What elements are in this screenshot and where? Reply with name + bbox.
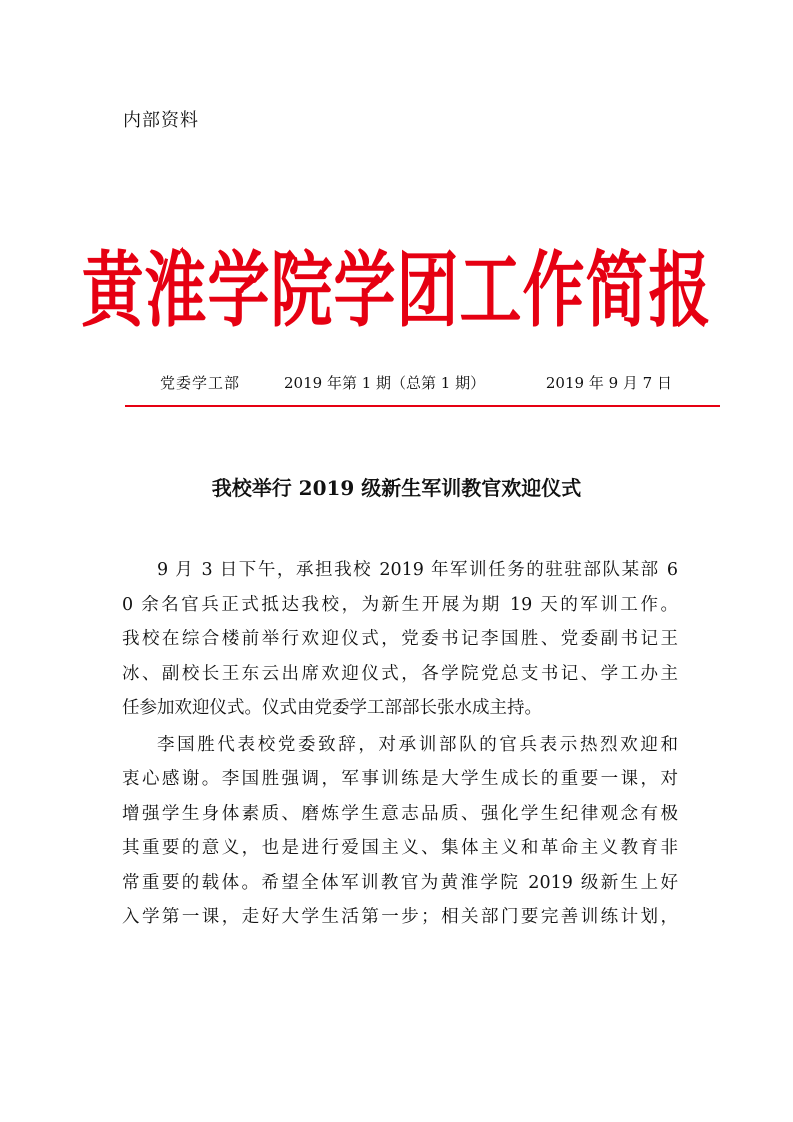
paragraph-line: 9 月 3 日下午，承担我校 2019 年军训任务的驻驻部队某部 6	[157, 560, 678, 580]
article-paragraph	[122, 553, 678, 726]
masthead-divider-rule	[125, 405, 720, 407]
paragraph-line: 衷心感谢。李国胜强调，军事训练是大学生成长的重要一课，对	[122, 769, 678, 789]
masthead-title: 黄淮学院学团工作简报	[81, 241, 712, 339]
issue-date: 2019 年 9 月 7 日	[545, 374, 672, 392]
paragraph-line: 李国胜代表校党委致辞，对承训部队的官兵表示热烈欢迎和	[157, 734, 678, 755]
issue-info-line	[160, 373, 672, 393]
paragraph-line: 任参加欢迎仪式。仪式由党委学工部部长张水成主持。	[122, 698, 542, 718]
paragraph-line: 我校在综合楼前举行欢迎仪式，党委书记李国胜、党委副书记王	[122, 629, 678, 649]
issuing-department: 党委学工部	[160, 374, 241, 392]
article-title: 我校举行 2019 级新生军训教官欢迎仪式	[211, 476, 582, 500]
paragraph-line: 其重要的意义，也是进行爱国主义、集体主义和革命主义教育非	[122, 838, 678, 858]
article-body	[122, 553, 678, 935]
internal-material-label: 内部资料	[123, 110, 199, 131]
paragraph-line: 常重要的载体。希望全体军训教官为黄淮学院 2019 级新生上好	[122, 872, 678, 893]
issue-number: 2019 年第 1 期（总第 1 期）	[284, 374, 486, 392]
paragraph-line: 入学第一课，走好大学生活第一步；相关部门要完善训练计划，	[122, 907, 678, 927]
paragraph-line: 0 余名官兵正式抵达我校，为新生开展为期 19 天的军训工作。	[122, 594, 678, 615]
article-paragraph	[122, 728, 678, 935]
paragraph-line: 冰、副校长王东云出席欢迎仪式，各学院党总支书记、学工办主	[122, 663, 678, 684]
paragraph-line: 增强学生身体素质、磨炼学生意志品质、强化学生纪律观念有极	[122, 803, 678, 824]
